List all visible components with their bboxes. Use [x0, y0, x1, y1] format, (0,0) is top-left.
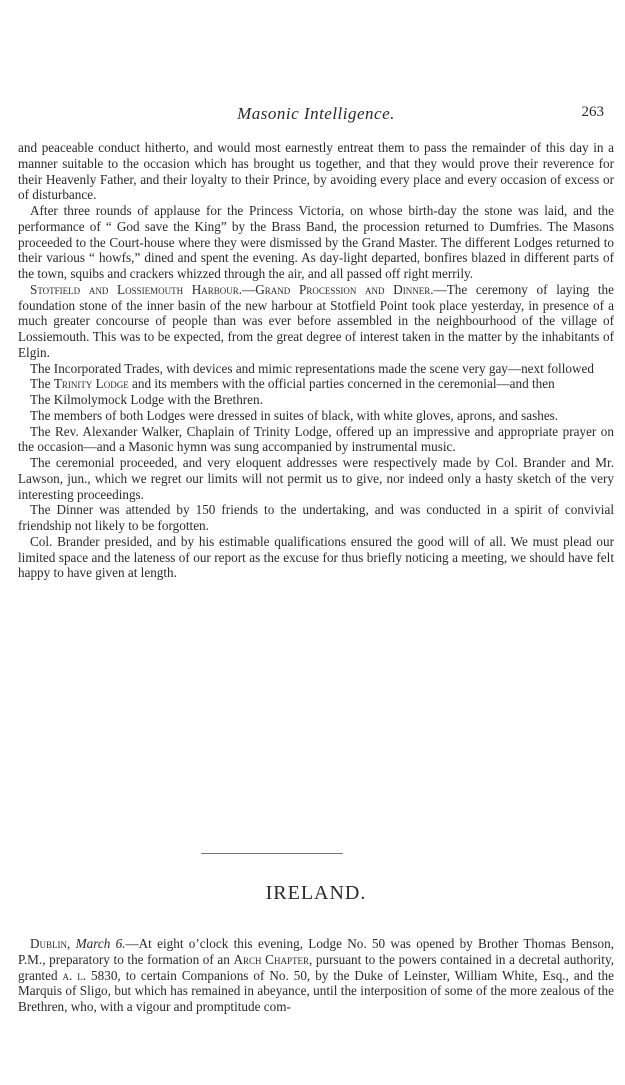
ireland-anno-lucis: a. l. — [62, 967, 87, 983]
paragraph: The Dinner was attended by 150 friends to the undertaking, and was conducted in a spirit of convivial friendship not likely to be forgotten. — [18, 502, 614, 533]
trinity-paragraph — [18, 376, 614, 392]
ireland-text: , pursuant to the powers contained in a decretal authority, granted — [18, 951, 614, 983]
stotfield-subheading: Grand Procession and Dinner. — [255, 281, 434, 297]
section-divider — [201, 853, 343, 854]
ireland-article — [18, 936, 614, 1015]
stotfield-heading-separator: — — [242, 281, 256, 297]
paragraph: The members of both Lodges were dressed in suites of black, with white gloves, aprons, and sashes. — [30, 407, 559, 423]
stotfield-heading: Stotfield and Lossiemouth Harbour. — [30, 281, 243, 297]
ireland-paragraph — [18, 936, 614, 1015]
paragraph: The Kilmolymock Lodge with the Brethren. — [30, 392, 263, 407]
ireland-place: Dublin, — [30, 936, 71, 951]
paragraph: and peaceable conduct hitherto, and would most earnestly entreat them to pass the remainder of this day in a manner suitable to the occasion which has brought us together, and that they would prove their reverence for their Heavenly Father, and their loyalty to their Prince, by avoiding every place and every occasion of excess or of disturbance. — [18, 140, 614, 203]
trinity-text-pre: The — [30, 376, 54, 392]
page-number: 263 — [581, 104, 604, 120]
running-title: Masonic Intelligence. — [237, 104, 395, 123]
main-article — [18, 140, 614, 581]
ireland-date: March 6. — [75, 936, 126, 951]
paragraph: The Incorporated Trades, with devices and mimic representations made the scene very gay—next followed — [30, 360, 594, 376]
section-heading-ireland: IRELAND. — [265, 882, 367, 904]
paragraph: After three rounds of applause for the Princess Victoria, on whose birth-day the stone was laid, and the performance of “ God save the King” by the Brass Band, the procession returned to Dumfries. The Masons proceeded to the Court-house where they were dismissed by the Grand Master. The different Lodges returned to their various “ howfs,” dined and spent the evening. As day-light departed, bonfires blazed in different parts of the town, squibs and crackers whizzed through the air, and all passed off right merrily. — [18, 203, 614, 281]
paragraph: Col. Brander presided, and by his estimable qualifications ensured the good will of all. We must plead our limited space and the lateness of our report as the excuse for thus briefly noticing a meeting, we should have felt happy to have given at length. — [18, 533, 614, 581]
document-page — [18, 0, 614, 1085]
ireland-text: —At eight o’clock this evening, Lodge No. 50 was opened by Brother Thomas Benson, P.M., preparatory to the formation of an — [18, 936, 615, 967]
stotfield-text: —The ceremony of laying the foundation stone of the inner basin of the new harbour at Stotfield Point took place yesterday, in presence of a much greater concourse of people than was ever before assembled in the neighbourhood of the village of Lossiemouth. This was to be expected, from the great degree of interest taken in the matter by the inhabitants of Elgin. — [18, 281, 614, 360]
paragraph: The ceremonial proceeded, and very eloquent addresses were respectively made by Col. Brander and Mr. Lawson, jun., which we regret our limits will not permit us to give, nor indeed only a hasty sketch of the very interesting proceedings. — [18, 455, 614, 502]
paragraph: The Rev. Alexander Walker, Chaplain of Trinity Lodge, offered up an impressive and appropriate prayer on the occasion—and a Masonic hymn was sung accompanied by instrumental music. — [18, 423, 614, 455]
trinity-lodge-name: Trinity Lodge — [53, 376, 129, 392]
trinity-text-post: and its members with the official parties concerned in the ceremonial—and then — [128, 376, 555, 392]
page-header — [18, 104, 614, 128]
stotfield-paragraph — [18, 282, 614, 361]
ireland-text: 5830, to certain Companions of No. 50, by the Duke of Leinster, William White, Esq., and the Marquis of Sligo, but which has remained in abeyance, until the interposition of some of the more zealous of the Brethren, who, with a vigour and promptitude com- — [18, 967, 614, 1014]
ireland-arch-chapter: Arch Chapter — [233, 951, 309, 967]
